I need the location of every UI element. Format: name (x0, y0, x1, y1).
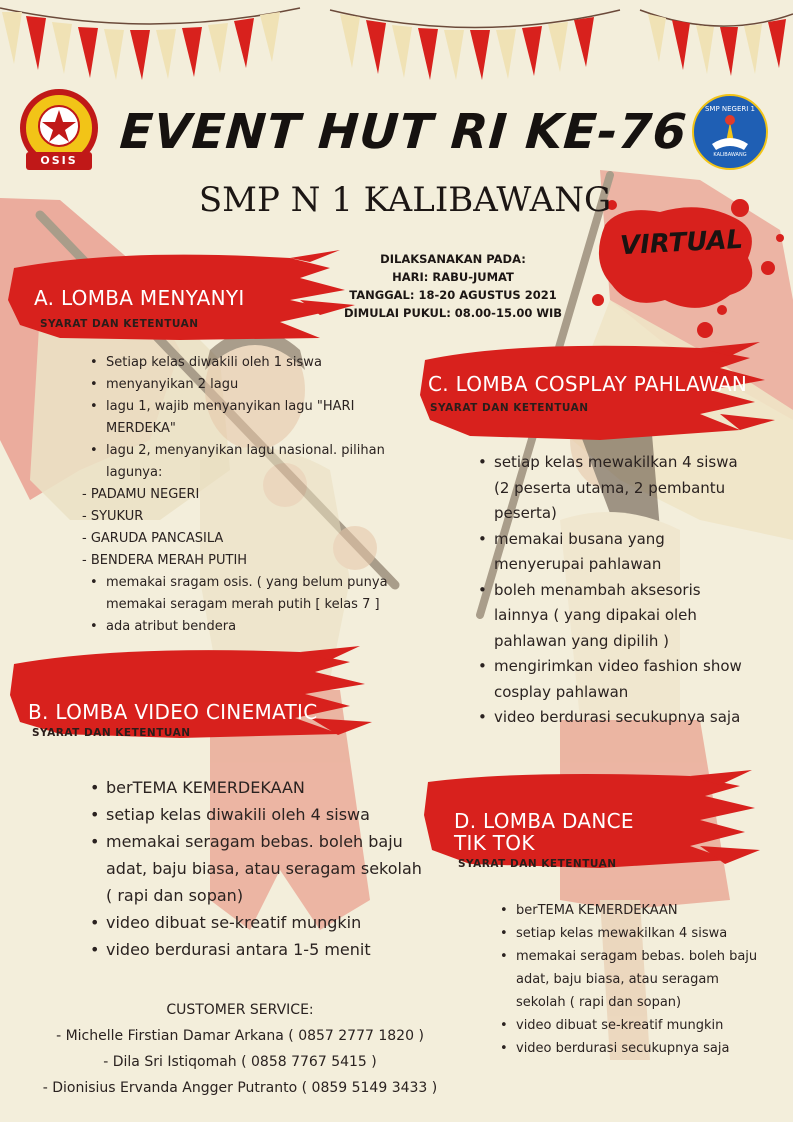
list-item: • video berdurasi antara 1-5 menit (88, 936, 428, 963)
section-b-list (88, 774, 428, 963)
list-item: - BENDERA MERAH PUTIH (82, 553, 248, 568)
list-item: • setiap kelas mewakilkan 4 siswa (2 peserta utama, 2 pembantu peserta) (476, 450, 746, 527)
list-item: • lagu 2, menyanyikan lagu nasional. pilihan lagunya: (88, 440, 428, 484)
list-item: • lagu 1, wajib menyanyikan lagu "HARI MERDEKA" (88, 396, 428, 440)
list-item: • video berdurasi secukupnya saja (476, 705, 746, 731)
section-d-title-line1: D. LOMBA DANCE (454, 809, 634, 833)
contact-line: - Dila Sri Istiqomah ( 0858 7767 5415 ) (103, 1054, 377, 1070)
list-item: • berTEMA KEMERDEKAAN (498, 899, 768, 922)
list-item: • memakai busana yang menyerupai pahlawan (476, 527, 746, 578)
list-item: - SYUKUR (82, 509, 144, 524)
section-c-title: C. LOMBA COSPLAY PAHLAWAN (428, 372, 748, 396)
school-logo-subtext: KALIBAWANG (713, 152, 747, 158)
event-info-line: HARI: RABU-JUMAT (392, 270, 514, 284)
section-a-list (82, 352, 428, 638)
bunting-right (640, 10, 793, 76)
school-logo (690, 92, 770, 172)
page-title: EVENT HUT RI KE-76 (118, 104, 690, 160)
bunting-middle (330, 10, 620, 80)
list-item: • mengirimkan video fashion show cosplay pahlawan (476, 654, 746, 705)
list-item: • video dibuat se-kreatif mungkin (498, 1014, 768, 1037)
section-d-title-line2: TIK TOK (454, 831, 535, 855)
event-info (338, 250, 568, 322)
bunting-left (0, 8, 300, 80)
list-item: • video dibuat se-kreatif mungkin (88, 909, 428, 936)
section-d-subtitle: SYARAT DAN KETENTUAN (458, 858, 617, 870)
section-c-list (476, 450, 746, 731)
list-item: - GARUDA PANCASILA (82, 531, 224, 546)
section-b-title: B. LOMBA VIDEO CINEMATIC (28, 700, 318, 724)
list-item: • menyanyikan 2 lagu (88, 374, 428, 396)
event-info-line: DILAKSANAKAN PADA: (380, 252, 526, 266)
list-item: • setiap kelas mewakilkan 4 siswa (498, 922, 768, 945)
osis-logo (18, 86, 100, 176)
section-b-subtitle: SYARAT DAN KETENTUAN (32, 727, 191, 739)
contact-line: - Michelle Firstian Damar Arkana ( 0857 2777 1820 ) (56, 1028, 424, 1044)
section-d-list (498, 899, 768, 1060)
osis-logo-text: OSIS (40, 154, 78, 167)
section-a-title: A. LOMBA MENYANYI (34, 286, 245, 310)
list-item: • boleh menambah aksesoris lainnya ( yang dipakai oleh pahlawan yang dipilih ) (476, 578, 746, 655)
section-c-subtitle: SYARAT DAN KETENTUAN (430, 402, 589, 414)
list-item: • memakai seragam bebas. boleh baju adat, baju biasa, atau seragam sekolah ( rapi dan sopan) (88, 828, 428, 909)
section-a-subtitle: SYARAT DAN KETENTUAN (40, 318, 199, 330)
list-item: • memakai seragam bebas. boleh baju adat, baju biasa, atau seragam sekolah ( rapi dan sopan) (498, 945, 768, 1014)
list-item: - PADAMU NEGERI (82, 487, 200, 502)
list-item: • ada atribut bendera (88, 616, 428, 638)
event-info-line: DIMULAI PUKUL: 08.00-15.00 WIB (343, 306, 563, 320)
list-item: • berTEMA KEMERDEKAAN (88, 774, 428, 801)
list-item: • memakai sragam osis. ( yang belum punya memakai seragam merah putih [ kelas 7 ] (88, 572, 428, 616)
list-item: • setiap kelas diwakili oleh 4 siswa (88, 801, 428, 828)
customer-service-title: CUSTOMER SERVICE: (166, 1002, 314, 1018)
section-d-title (454, 810, 634, 854)
school-name: SMP N 1 KALIBAWANG (198, 180, 612, 220)
list-item: • Setiap kelas diwakili oleh 1 siswa (88, 352, 428, 374)
school-emblem-icon (690, 92, 770, 172)
school-logo-text: SMP NEGERI 1 (704, 105, 756, 113)
virtual-label: VIRTUAL (619, 224, 744, 262)
customer-service (20, 997, 460, 1101)
event-info-line: TANGGAL: 18-20 AGUSTUS 2021 (349, 288, 557, 302)
list-item: • video berdurasi secukupnya saja (498, 1037, 768, 1060)
contact-line: - Dionisius Ervanda Angger Putranto ( 0859 5149 3433 ) (42, 1080, 438, 1096)
